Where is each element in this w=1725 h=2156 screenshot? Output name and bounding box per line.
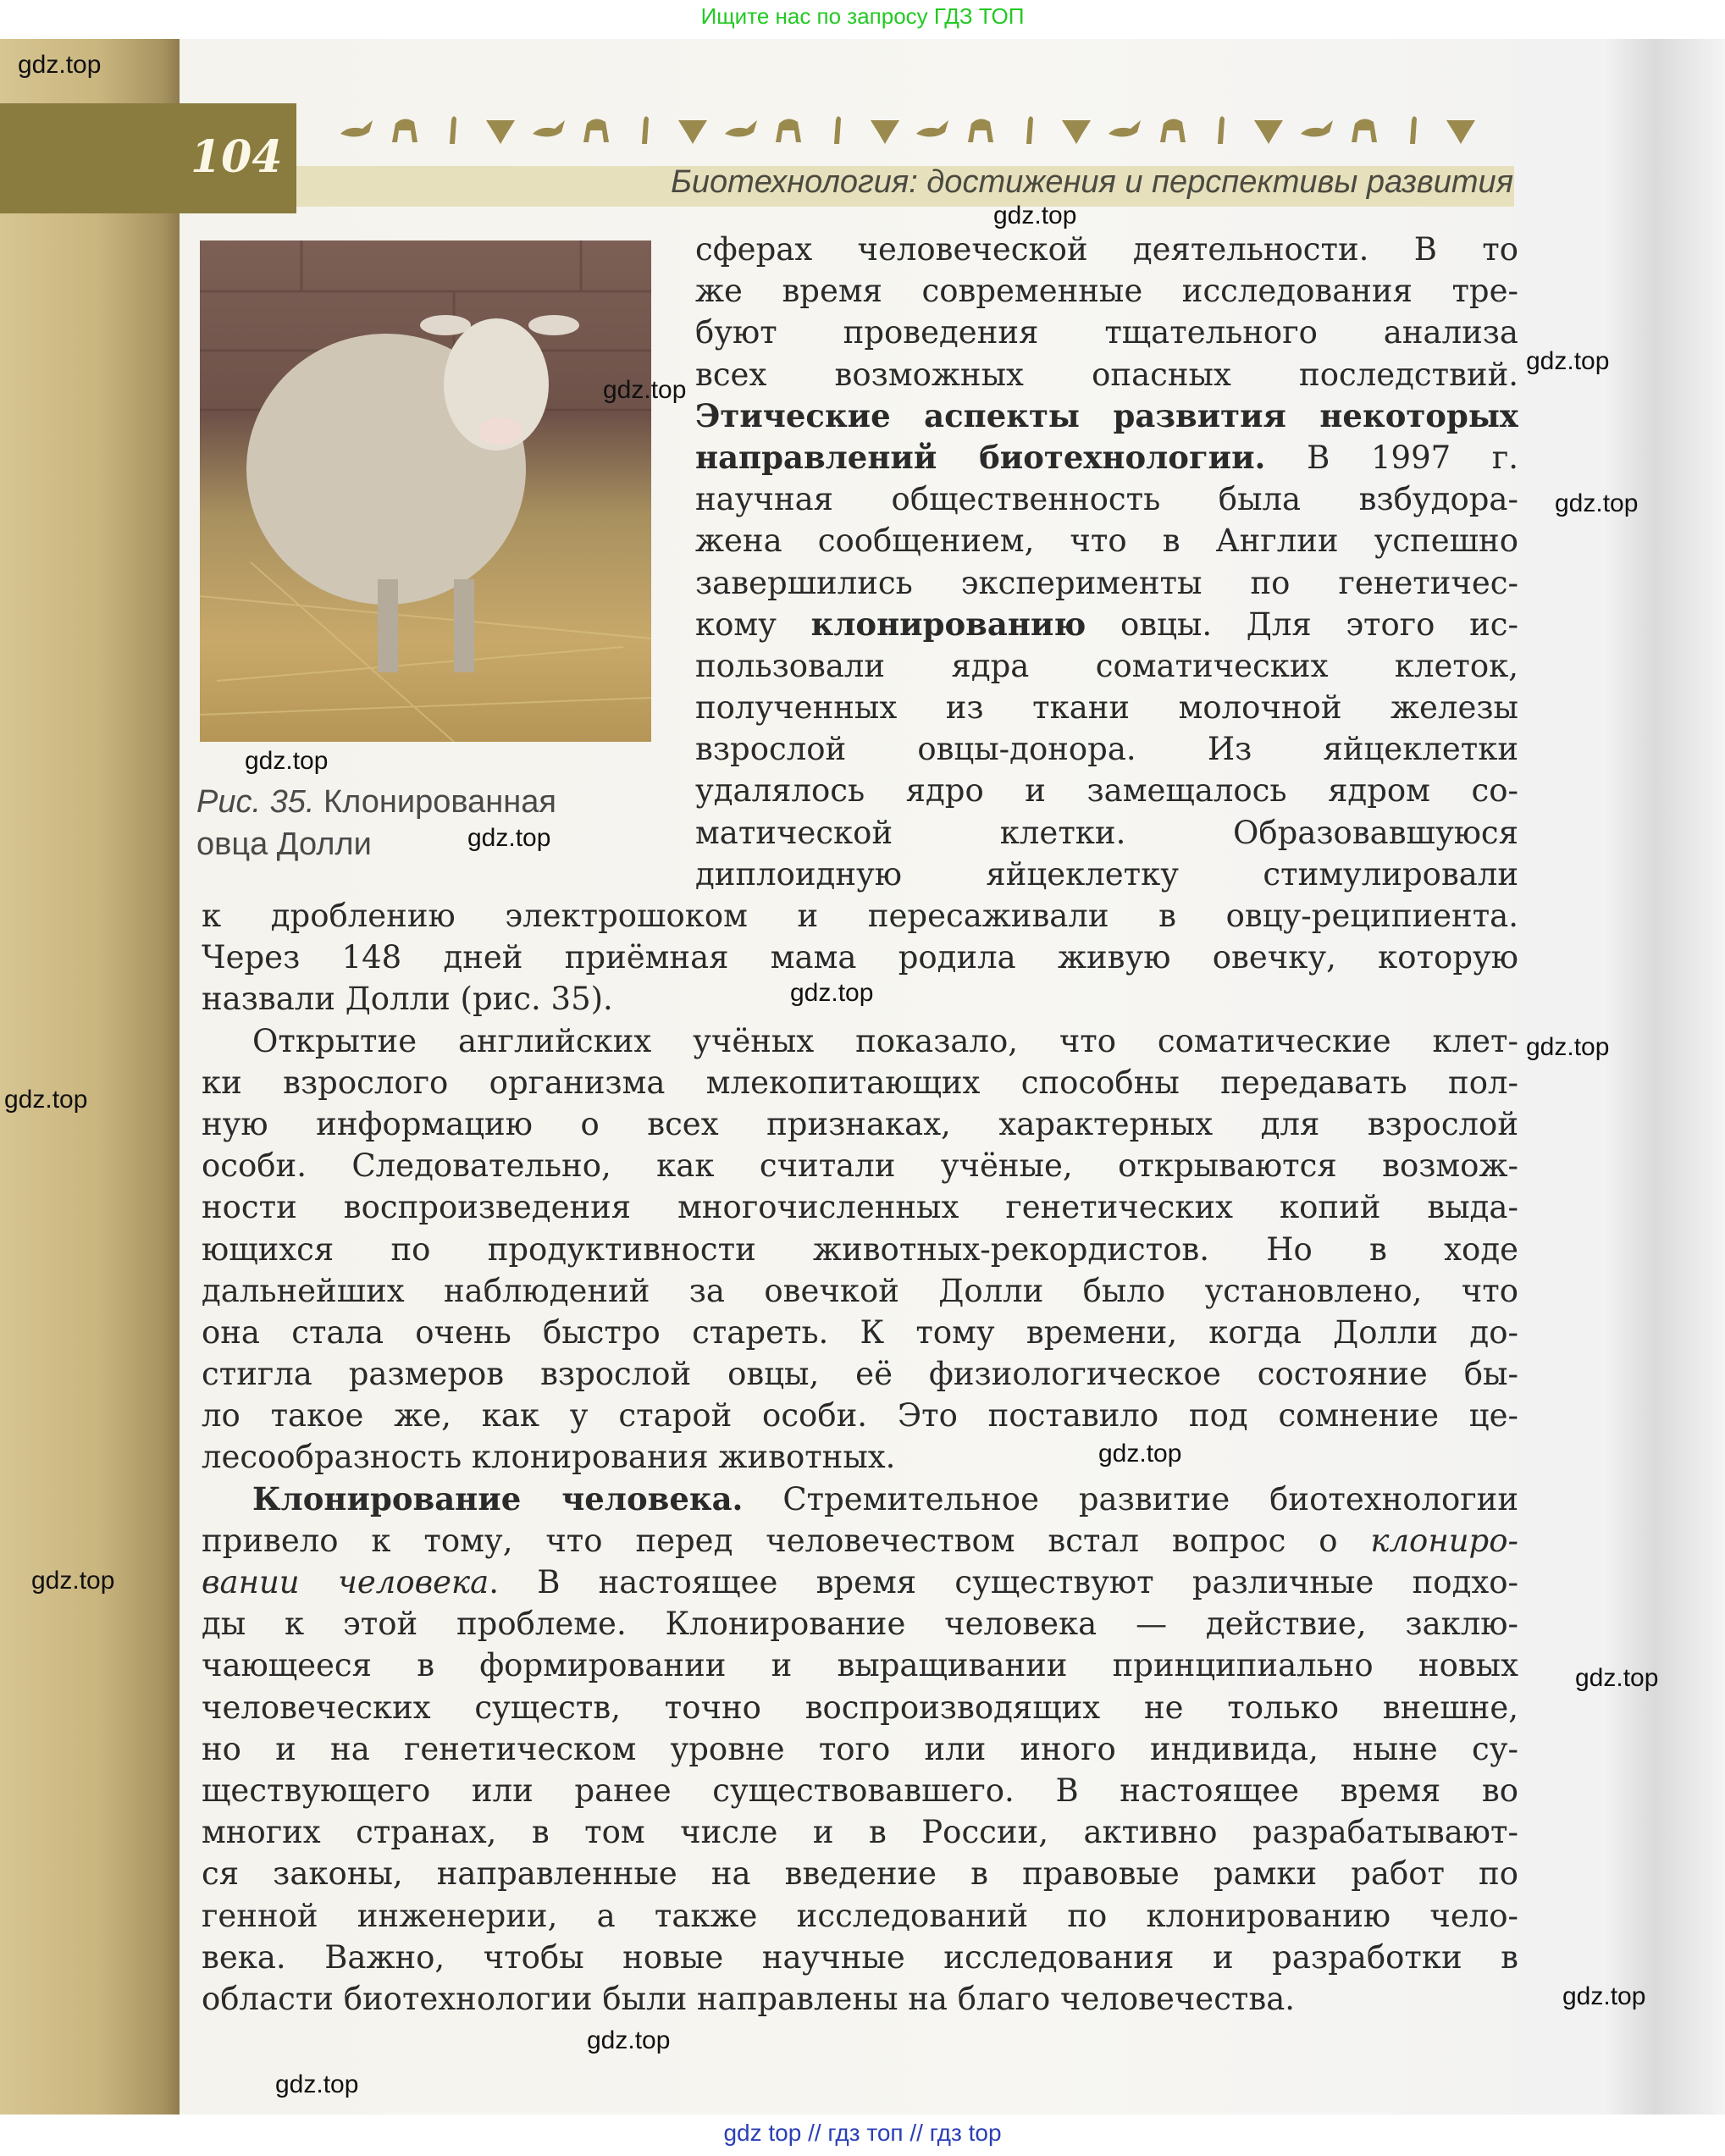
animal-silhouette-icon: [1105, 108, 1144, 147]
animal-silhouette-icon: [817, 108, 856, 147]
watermark: gdz.top: [1098, 1440, 1182, 1468]
text-segment: человеческих существ, точно воспроизводящих не только внешне,: [202, 1689, 1518, 1726]
text-line: [202, 895, 1518, 937]
watermark: gdz.top: [587, 2026, 671, 2054]
text-segment: . В настоящее время существуют различные подхо-: [489, 1564, 1518, 1600]
watermark: gdz.top: [603, 376, 687, 404]
animal-silhouette-icon: [625, 108, 664, 147]
text-segment: вании человека: [202, 1564, 489, 1600]
text-segment: ную информацию о всех признаках, характерных для взрослой: [202, 1105, 1518, 1142]
text-line: [202, 1270, 1518, 1312]
text-line: [695, 354, 1518, 395]
text-segment: ся законы, направленные на введение в правовые рамки работ по: [202, 1855, 1518, 1893]
text-segment: клониро-: [1370, 1522, 1518, 1559]
animal-silhouette-icon: [961, 108, 1000, 147]
text-line: [695, 229, 1518, 270]
text-segment: Через 148 дней приёмная мама родила живую овечку, которую: [202, 939, 1518, 976]
search-hint: Ищите нас по запросу ГДЗ ТОП: [700, 3, 1025, 29]
page-number: 104: [191, 131, 283, 183]
text-segment: всех возможных опасных последствий.: [695, 356, 1518, 393]
text-segment: чающееся в формировании и выращивании принципиально новых: [202, 1647, 1518, 1684]
animal-silhouette-icon: [1249, 108, 1288, 147]
text-segment: лесообразность клонирования животных.: [202, 1439, 896, 1476]
text-line: [202, 1603, 1518, 1645]
text-segment: полученных из ткани молочной железы: [695, 689, 1518, 727]
text-segment: генной инженерии, а также исследований по клонированию чело-: [202, 1897, 1518, 1934]
watermark: gdz.top: [4, 1086, 88, 1114]
watermark: gdz.top: [1526, 347, 1610, 375]
text-line: [202, 1853, 1518, 1894]
dolly-sheep-photo: [200, 240, 651, 742]
text-segment: стигла размеров взрослой овцы, её физиологическое состояние бы-: [202, 1356, 1518, 1393]
watermark: gdz.top: [467, 824, 551, 852]
animal-silhouette-icon: [673, 108, 712, 147]
animal-silhouette-icon: [1201, 108, 1240, 147]
text-line: [202, 1436, 1518, 1478]
text-segment: овцы. Для этого ис-: [1086, 605, 1518, 643]
text-segment: клонированию: [810, 605, 1086, 643]
animal-silhouette-icon: [1393, 108, 1432, 147]
text-body: [202, 895, 1518, 2020]
text-segment: В 1997 г.: [1265, 439, 1518, 476]
text-line: [695, 812, 1518, 854]
text-line: [695, 395, 1518, 437]
text-segment: матической клетки. Образовавшуюся: [695, 814, 1518, 851]
text-segment: но и на генетическом уровне того или иного индивида, ныне су-: [202, 1730, 1518, 1767]
text-segment: диплоидную яйцеклетку стимулировали: [695, 855, 1518, 893]
text-line: [695, 520, 1518, 561]
text-line: [202, 1937, 1518, 1978]
text-line: [202, 1895, 1518, 1937]
text-segment: назвали Долли (рис. 35).: [202, 981, 613, 1018]
text-line: [202, 1395, 1518, 1436]
figure-caption: [196, 781, 556, 865]
text-segment: ды к этой проблеме. Клонирование человека — действие, заклю-: [202, 1606, 1518, 1643]
text-segment: научная общественность была взбудора-: [695, 481, 1518, 518]
text-segment: буют проведения тщательного анализа: [695, 314, 1518, 351]
animal-silhouette-icon: [769, 108, 808, 147]
text-segment: Открытие английских учёных показало, что соматические клет-: [252, 1022, 1518, 1059]
text-line: [202, 1020, 1518, 1062]
text-line: [202, 1562, 1518, 1603]
text-line: [695, 687, 1518, 728]
animal-silhouette-icon: [433, 108, 472, 147]
text-segment: ности воспроизведения многочисленных генетических копий выда-: [202, 1189, 1518, 1226]
text-segment: ществующего или ранее существовавшего. В настоящее время во: [202, 1772, 1518, 1809]
text-line: [695, 478, 1518, 520]
animal-silhouette-icon: [1153, 108, 1192, 147]
watermark: gdz.top: [1562, 1982, 1646, 2010]
page-margin-strip: [0, 39, 180, 2115]
animal-silhouette-icon: [865, 108, 904, 147]
animal-silhouette-icon: [1057, 108, 1096, 147]
text-line: [695, 312, 1518, 353]
animal-silhouette-icon: [385, 108, 424, 147]
animal-silhouettes-row: [337, 108, 1480, 147]
text-segment: области биотехнологии были направлены на благо человечества.: [202, 1980, 1296, 2017]
text-segment: кому: [695, 605, 811, 643]
text-line: [202, 1186, 1518, 1228]
animal-silhouette-icon: [1441, 108, 1480, 147]
text-line: [202, 1145, 1518, 1186]
text-line: [695, 728, 1518, 770]
text-line: [202, 1645, 1518, 1686]
text-line: [202, 1312, 1518, 1353]
watermark: gdz.top: [18, 51, 102, 79]
animal-silhouette-icon: [529, 108, 568, 147]
animal-silhouette-icon: [1297, 108, 1336, 147]
text-line: [202, 1062, 1518, 1103]
watermark: gdz.top: [790, 979, 874, 1007]
text-line: [202, 1353, 1518, 1395]
animal-silhouette-icon: [1009, 108, 1048, 147]
text-segment: ющихся по продуктивности животных-рекордистов. Но в ходе: [202, 1230, 1518, 1268]
text-line: [202, 937, 1518, 978]
text-segment: Стремительное развитие биотехнологии: [743, 1480, 1518, 1517]
text-segment: Этические аспекты развития некоторых: [695, 396, 1518, 434]
watermark: gdz.top: [993, 202, 1077, 229]
text-line: [695, 604, 1518, 645]
chapter-title: Биотехнология: достижения и перспективы развития: [671, 164, 1513, 200]
text-line: [202, 1687, 1518, 1728]
text-line: [202, 1728, 1518, 1770]
animal-silhouette-icon: [577, 108, 616, 147]
watermark: gdz.top: [245, 747, 329, 775]
text-line: [202, 1520, 1518, 1562]
text-line: [695, 770, 1518, 811]
text-line: [202, 1479, 1518, 1520]
text-segment: пользовали ядра соматических клеток,: [695, 647, 1518, 684]
text-segment: особи. Следовательно, как считали учёные, открываются возмож-: [202, 1147, 1518, 1185]
text-segment: Клонирование человека.: [252, 1479, 744, 1517]
animal-silhouette-icon: [481, 108, 520, 147]
text-line: [695, 562, 1518, 604]
watermark: gdz.top: [275, 2070, 359, 2098]
text-line: [202, 1229, 1518, 1270]
watermark: gdz.top: [1555, 489, 1639, 517]
text-segment: сферах человеческой деятельности. В то: [695, 231, 1518, 268]
animal-silhouette-icon: [337, 108, 376, 147]
text-segment: завершились эксперименты по генетичес-: [695, 564, 1518, 601]
text-line: [202, 1978, 1518, 2020]
caption-line: Клонированная: [323, 784, 556, 820]
text-segment: ло такое же, как у старой особи. Это поставило под сомнение це-: [202, 1397, 1518, 1435]
watermark: gdz.top: [31, 1567, 115, 1595]
footer-links[interactable]: gdz top // гдз топ // гдз top: [723, 2120, 1002, 2146]
text-line: [695, 437, 1518, 478]
figure-label: Рис. 35.: [196, 784, 315, 820]
text-segment: привело к тому, что перед человечеством встал вопрос о: [202, 1522, 1371, 1559]
text-line: [202, 1103, 1518, 1145]
text-segment: удалялось ядро и замещалось ядром со-: [695, 772, 1518, 810]
text-line: [695, 645, 1518, 687]
watermark: gdz.top: [1575, 1664, 1659, 1692]
text-segment: направлений биотехнологии.: [695, 438, 1266, 476]
animal-silhouette-icon: [1345, 108, 1384, 147]
text-segment: века. Важно, чтобы новые научные исследования и разработки в: [202, 1938, 1518, 1976]
text-line: [695, 270, 1518, 312]
caption-line: овца Долли: [196, 826, 372, 862]
sheep-image: [200, 240, 651, 742]
text-segment: взрослой овцы-донора. Из яйцеклетки: [695, 731, 1518, 768]
text-line: [202, 1770, 1518, 1811]
text-segment: жена сообщением, что в Англии успешно: [695, 522, 1518, 560]
text-segment: многих странах, в том числе и в России, активно разрабатывают-: [202, 1814, 1518, 1851]
text-segment: ки взрослого организма млекопитающих способны передавать пол-: [202, 1064, 1518, 1101]
text-segment: же время современные исследования тре-: [695, 273, 1518, 310]
text-column: [695, 229, 1518, 895]
text-segment: дальнейших наблюдений за овечкой Долли было установлено, что: [202, 1272, 1518, 1309]
watermark: gdz.top: [1526, 1033, 1610, 1061]
text-segment: она стала очень быстро стареть. К тому времени, когда Долли до-: [202, 1313, 1518, 1351]
animal-silhouette-icon: [913, 108, 952, 147]
text-line: [695, 854, 1518, 895]
text-segment: к дроблению электрошоком и пересаживали в овцу-реципиента.: [202, 898, 1518, 934]
animal-silhouette-icon: [722, 108, 760, 147]
text-line: [202, 1811, 1518, 1853]
